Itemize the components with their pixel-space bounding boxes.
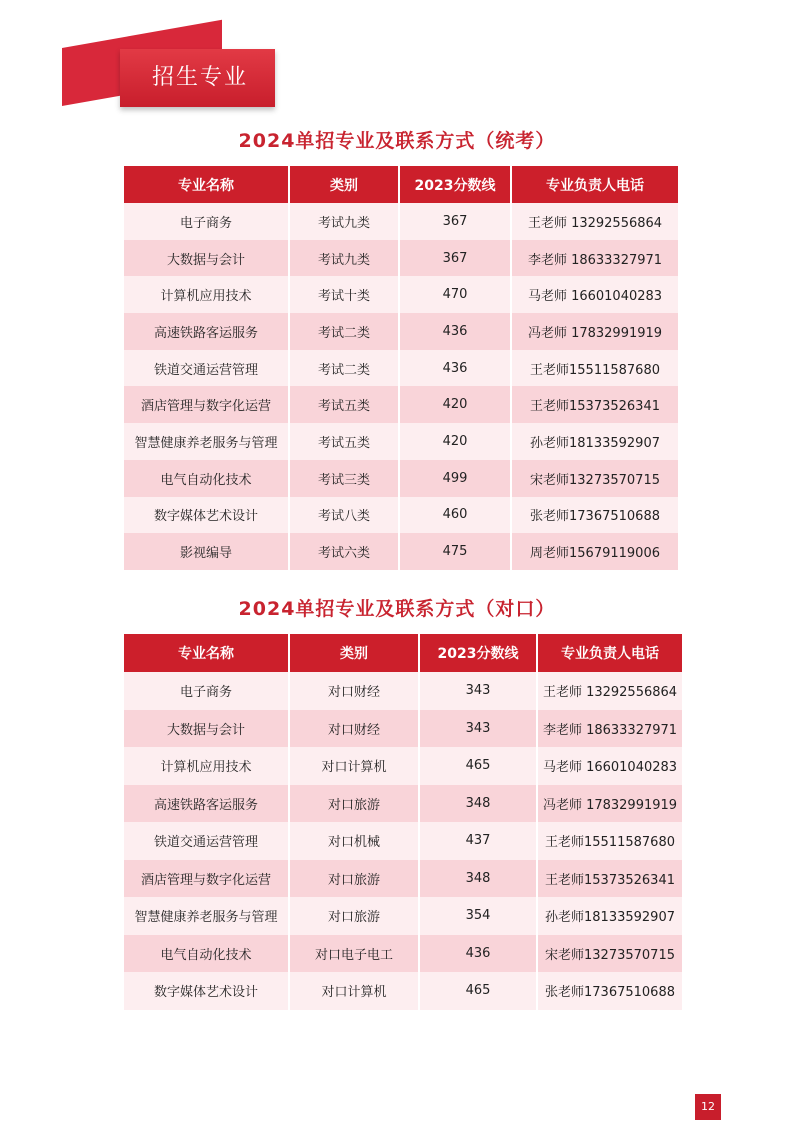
table-row bbox=[124, 460, 678, 497]
cell-contact: 王老师15511587680 bbox=[512, 350, 678, 387]
header-major: 专业名称 bbox=[124, 166, 290, 203]
table-row bbox=[124, 533, 678, 570]
table-row bbox=[124, 935, 682, 973]
section-title-unified-exam: 2024单招专业及联系方式（统考） bbox=[238, 130, 556, 152]
cell-score: 343 bbox=[420, 710, 538, 748]
cell-contact: 宋老师13273570715 bbox=[512, 460, 678, 497]
cell-score: 465 bbox=[420, 747, 538, 785]
cell-major: 数字媒体艺术设计 bbox=[124, 972, 290, 1010]
cell-major: 高速铁路客运服务 bbox=[124, 313, 290, 350]
cell-score: 436 bbox=[400, 350, 512, 387]
header-category: 类别 bbox=[290, 634, 420, 672]
page-number: 12 bbox=[695, 1094, 721, 1120]
table-row bbox=[124, 386, 678, 423]
cell-score: 367 bbox=[400, 240, 512, 277]
cell-major: 铁道交通运营管理 bbox=[124, 350, 290, 387]
cell-category: 考试二类 bbox=[290, 350, 400, 387]
cell-contact: 冯老师 17832991919 bbox=[512, 313, 678, 350]
cell-score: 465 bbox=[420, 972, 538, 1010]
cell-contact: 周老师15679119006 bbox=[512, 533, 678, 570]
cell-category: 考试三类 bbox=[290, 460, 400, 497]
banner-title: 招生专业 bbox=[152, 65, 249, 90]
cell-major: 智慧健康养老服务与管理 bbox=[124, 423, 290, 460]
cell-contact: 马老师 16601040283 bbox=[538, 747, 682, 785]
cell-major: 电子商务 bbox=[124, 672, 290, 710]
header-category: 类别 bbox=[290, 166, 400, 203]
header-contact: 专业负责人电话 bbox=[538, 634, 682, 672]
cell-contact: 张老师17367510688 bbox=[538, 972, 682, 1010]
cell-category: 对口电子电工 bbox=[290, 935, 420, 973]
cell-category: 对口财经 bbox=[290, 710, 420, 748]
cell-category: 考试十类 bbox=[290, 276, 400, 313]
cell-major: 数字媒体艺术设计 bbox=[124, 497, 290, 534]
table-row bbox=[124, 822, 682, 860]
cell-major: 酒店管理与数字化运营 bbox=[124, 860, 290, 898]
header-major: 专业名称 bbox=[124, 634, 290, 672]
table-row bbox=[124, 672, 682, 710]
cell-category: 对口计算机 bbox=[290, 972, 420, 1010]
cell-major: 电气自动化技术 bbox=[124, 460, 290, 497]
cell-major: 智慧健康养老服务与管理 bbox=[124, 897, 290, 935]
table-row bbox=[124, 203, 678, 240]
cell-category: 对口财经 bbox=[290, 672, 420, 710]
cell-category: 对口计算机 bbox=[290, 747, 420, 785]
table-row bbox=[124, 350, 678, 387]
table-row bbox=[124, 860, 682, 898]
cell-contact: 王老师15373526341 bbox=[538, 860, 682, 898]
cell-score: 354 bbox=[420, 897, 538, 935]
header-contact: 专业负责人电话 bbox=[512, 166, 678, 203]
cell-contact: 张老师17367510688 bbox=[512, 497, 678, 534]
cell-contact: 王老师 13292556864 bbox=[538, 672, 682, 710]
cell-contact: 李老师 18633327971 bbox=[538, 710, 682, 748]
vocational-table bbox=[124, 634, 682, 1010]
cell-score: 343 bbox=[420, 672, 538, 710]
cell-score: 437 bbox=[420, 822, 538, 860]
cell-score: 460 bbox=[400, 497, 512, 534]
table-row bbox=[124, 747, 682, 785]
table-header-row bbox=[124, 634, 682, 672]
cell-score: 470 bbox=[400, 276, 512, 313]
cell-category: 考试五类 bbox=[290, 423, 400, 460]
cell-contact: 李老师 18633327971 bbox=[512, 240, 678, 277]
cell-contact: 冯老师 17832991919 bbox=[538, 785, 682, 823]
cell-major: 酒店管理与数字化运营 bbox=[124, 386, 290, 423]
cell-contact: 宋老师13273570715 bbox=[538, 935, 682, 973]
cell-major: 影视编导 bbox=[124, 533, 290, 570]
unified-exam-table bbox=[124, 166, 678, 570]
cell-contact: 孙老师18133592907 bbox=[512, 423, 678, 460]
cell-score: 367 bbox=[400, 203, 512, 240]
cell-category: 对口旅游 bbox=[290, 860, 420, 898]
cell-major: 铁道交通运营管理 bbox=[124, 822, 290, 860]
cell-score: 436 bbox=[420, 935, 538, 973]
cell-contact: 王老师15373526341 bbox=[512, 386, 678, 423]
table-row bbox=[124, 710, 682, 748]
cell-category: 考试八类 bbox=[290, 497, 400, 534]
cell-contact: 孙老师18133592907 bbox=[538, 897, 682, 935]
table-header-row bbox=[124, 166, 678, 203]
cell-contact: 马老师 16601040283 bbox=[512, 276, 678, 313]
table-row bbox=[124, 313, 678, 350]
cell-category: 对口机械 bbox=[290, 822, 420, 860]
cell-contact: 王老师15511587680 bbox=[538, 822, 682, 860]
table-row bbox=[124, 497, 678, 534]
cell-category: 对口旅游 bbox=[290, 897, 420, 935]
cell-score: 436 bbox=[400, 313, 512, 350]
cell-major: 大数据与会计 bbox=[124, 710, 290, 748]
table-row bbox=[124, 972, 682, 1010]
cell-major: 计算机应用技术 bbox=[124, 747, 290, 785]
section-title-vocational: 2024单招专业及联系方式（对口） bbox=[238, 598, 556, 620]
cell-major: 大数据与会计 bbox=[124, 240, 290, 277]
cell-major: 电子商务 bbox=[124, 203, 290, 240]
cell-score: 420 bbox=[400, 423, 512, 460]
header-score: 2023分数线 bbox=[400, 166, 512, 203]
cell-contact: 王老师 13292556864 bbox=[512, 203, 678, 240]
cell-category: 考试五类 bbox=[290, 386, 400, 423]
table-row bbox=[124, 897, 682, 935]
cell-major: 电气自动化技术 bbox=[124, 935, 290, 973]
table-row bbox=[124, 785, 682, 823]
cell-category: 考试九类 bbox=[290, 203, 400, 240]
cell-major: 计算机应用技术 bbox=[124, 276, 290, 313]
cell-category: 考试六类 bbox=[290, 533, 400, 570]
table-row bbox=[124, 276, 678, 313]
table-row bbox=[124, 423, 678, 460]
cell-category: 对口旅游 bbox=[290, 785, 420, 823]
header-score: 2023分数线 bbox=[420, 634, 538, 672]
cell-score: 499 bbox=[400, 460, 512, 497]
table-row bbox=[124, 240, 678, 277]
cell-category: 考试九类 bbox=[290, 240, 400, 277]
cell-score: 348 bbox=[420, 860, 538, 898]
cell-major: 高速铁路客运服务 bbox=[124, 785, 290, 823]
cell-score: 420 bbox=[400, 386, 512, 423]
cell-score: 348 bbox=[420, 785, 538, 823]
cell-category: 考试二类 bbox=[290, 313, 400, 350]
cell-score: 475 bbox=[400, 533, 512, 570]
